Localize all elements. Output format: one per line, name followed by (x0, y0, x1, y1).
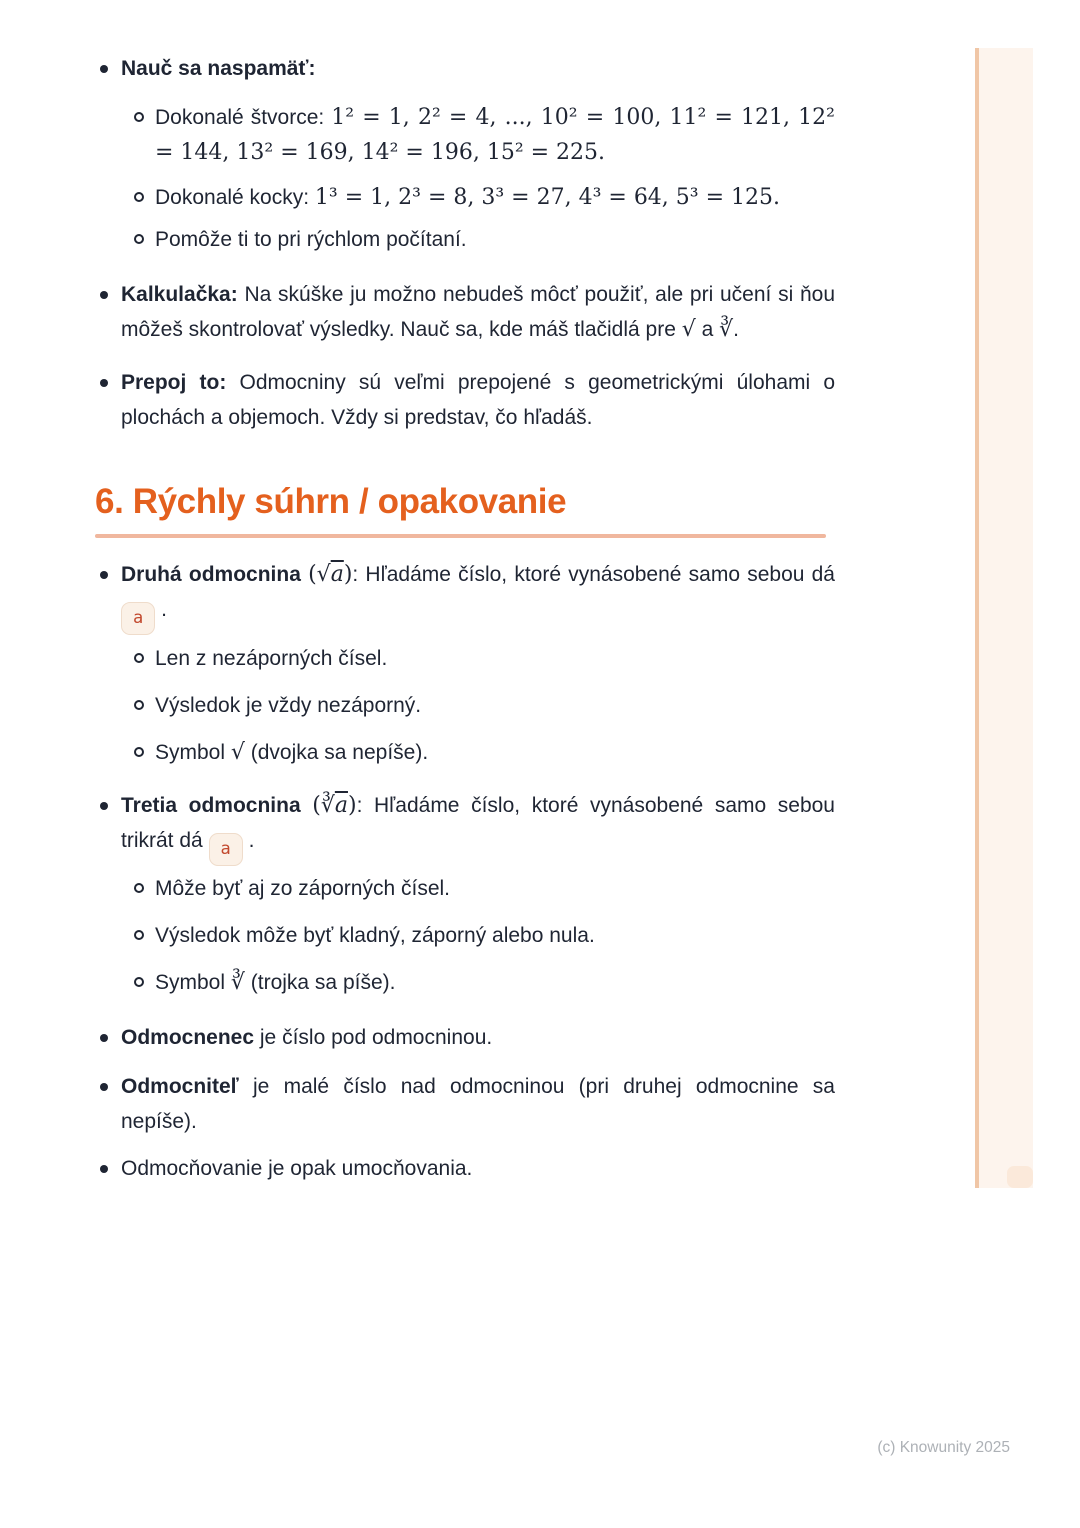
circle-bullet-icon (134, 653, 144, 663)
perfect-cubes-line (155, 180, 835, 215)
math-open: (√ (308, 562, 331, 587)
square-root-notation (308, 562, 352, 587)
bullet-icon (100, 65, 108, 73)
list-item-sqrt-point (131, 688, 835, 723)
cube-root-text: : Hľadáme číslo, ktoré vynásobené samo sebou trikrát dá (121, 794, 835, 852)
perfect-squares-lead: Dokonalé štvorce: (155, 106, 325, 129)
cube-root-line (121, 788, 835, 866)
connect-label: Prepoj to: (121, 371, 227, 394)
calculator-line (121, 277, 835, 347)
list-item-memorize (95, 51, 835, 86)
perfect-squares-line (155, 100, 835, 170)
bullet-icon (100, 1034, 108, 1042)
circle-bullet-icon (134, 700, 144, 710)
term-label: Odmocniteľ (121, 1075, 239, 1098)
cbrt-point-tail: (trojka sa píše). (250, 971, 396, 994)
cbrt-point-text: Symbol (155, 971, 226, 994)
list-item-connect (95, 365, 835, 435)
bullet-icon (100, 802, 108, 810)
circle-bullet-icon (134, 977, 144, 987)
list-item-sqrt-point (131, 735, 835, 770)
bullet-icon (100, 379, 108, 387)
list-item-term (95, 1020, 835, 1055)
copyright-footer: (c) Knowunity 2025 (877, 1439, 1010, 1456)
circle-bullet-icon (134, 930, 144, 940)
list-item-cbrt-point (131, 918, 835, 953)
square-root-period: . (161, 598, 167, 621)
term-label: Odmocnenec (121, 1026, 255, 1049)
section-heading: 6. Rýchly súhrn / opakovanie (95, 482, 567, 521)
term-text: je číslo pod odmocninou. (259, 1026, 493, 1049)
cube-root-notation (312, 793, 356, 818)
inline-code-badge: a (209, 833, 243, 866)
list-item-perfect-cubes (131, 180, 835, 215)
radicand: a (330, 562, 344, 587)
list-item-perfect-squares (131, 100, 835, 170)
memorize-label: Nauč sa naspamäť: (121, 57, 316, 80)
memorize-line (121, 51, 835, 86)
cbrt-point-text: Môže byť aj zo záporných čísel. (155, 877, 451, 900)
square-root-label: Druhá odmocnina (121, 563, 301, 586)
inline-code-badge: a (121, 602, 155, 635)
calculator-text: Na skúške ju možno nebudeš môcť použiť, ale pri učení si ňou môžeš skontrolovať výsledky. Nauč sa, kde máš tlačidlá pre (121, 283, 835, 341)
benefit-line: Pomôže ti to pri rýchlom počítaní. (155, 228, 467, 251)
calculator-period: . (733, 318, 740, 341)
heading-rule (95, 534, 826, 538)
sqrt-point-text: Len z nezáporných čísel. (155, 647, 388, 670)
circle-bullet-icon (134, 112, 144, 122)
calculator-conjunction: a (701, 318, 714, 341)
radicand: $\overline{a}$ (334, 793, 348, 818)
perfect-squares-formula: 1² = 1, 2² = 4, ..., 10² = 100, 11² = 121, 12² = 144, 13² = 169, 14² = 196, 15² = 225. (155, 105, 835, 165)
calculator-label: Kalkulačka: (121, 283, 238, 306)
bullet-icon (100, 1083, 108, 1091)
list-item-term (95, 1069, 835, 1139)
perfect-cubes-lead: Dokonalé kocky: (155, 186, 310, 209)
list-item-cube-root (95, 788, 835, 866)
cube-root-icon: ∛ (230, 970, 245, 995)
cube-root-period: . (248, 829, 255, 852)
circle-bullet-icon (134, 192, 144, 202)
sqrt-point-tail: (dvojka sa nepíše). (250, 741, 429, 764)
square-root-line (121, 557, 835, 635)
cbrt-point-text: Výsledok môže byť kladný, záporný alebo nula. (155, 924, 595, 947)
stripe-bottom-accent (1007, 1166, 1033, 1188)
circle-bullet-icon (134, 883, 144, 893)
bullet-icon (100, 291, 108, 299)
square-root-icon: √ (681, 317, 696, 342)
sqrt-point-text: Výsledok je vždy nezáporný. (155, 694, 422, 717)
bullet-icon (100, 571, 108, 579)
connect-text: Odmocniny sú veľmi prepojené s geometrickými úlohami o plochách a objemoch. Vždy si predstav, čo hľadáš. (121, 371, 835, 429)
sqrt-point-text: Symbol (155, 741, 226, 764)
cube-root-label: Tretia odmocnina (121, 794, 301, 817)
square-root-text: : Hľadáme číslo, ktoré vynásobené samo sebou dá (352, 563, 835, 586)
connect-line (121, 365, 835, 435)
list-item-calculator (95, 277, 835, 347)
circle-bullet-icon (134, 234, 144, 244)
cube-root-icon: ∛ (719, 317, 734, 342)
list-item-cbrt-point (131, 871, 835, 906)
list-item-cbrt-point (131, 965, 835, 1000)
math-close: ) (343, 562, 353, 587)
square-root-icon: √ (230, 740, 245, 765)
term-text: je malé číslo nad odmocninou (pri druhej odmocnine sa nepíše). (121, 1075, 835, 1133)
list-item-square-root (95, 557, 835, 635)
page-edge-stripe (975, 48, 1033, 1188)
list-item-sqrt-point (131, 641, 835, 676)
math-close: ) (347, 793, 357, 818)
notes-content (95, 51, 835, 1186)
bullet-icon (100, 1165, 108, 1173)
perfect-cubes-formula: 1³ = 1, 2³ = 8, 3³ = 27, 4³ = 64, 5³ = 125. (314, 185, 781, 210)
math-open: (∛ (312, 793, 335, 818)
list-item-term (95, 1151, 835, 1186)
term-text: Odmocňovanie je opak umocňovania. (121, 1157, 473, 1180)
circle-bullet-icon (134, 747, 144, 757)
list-item-benefit (131, 222, 835, 257)
